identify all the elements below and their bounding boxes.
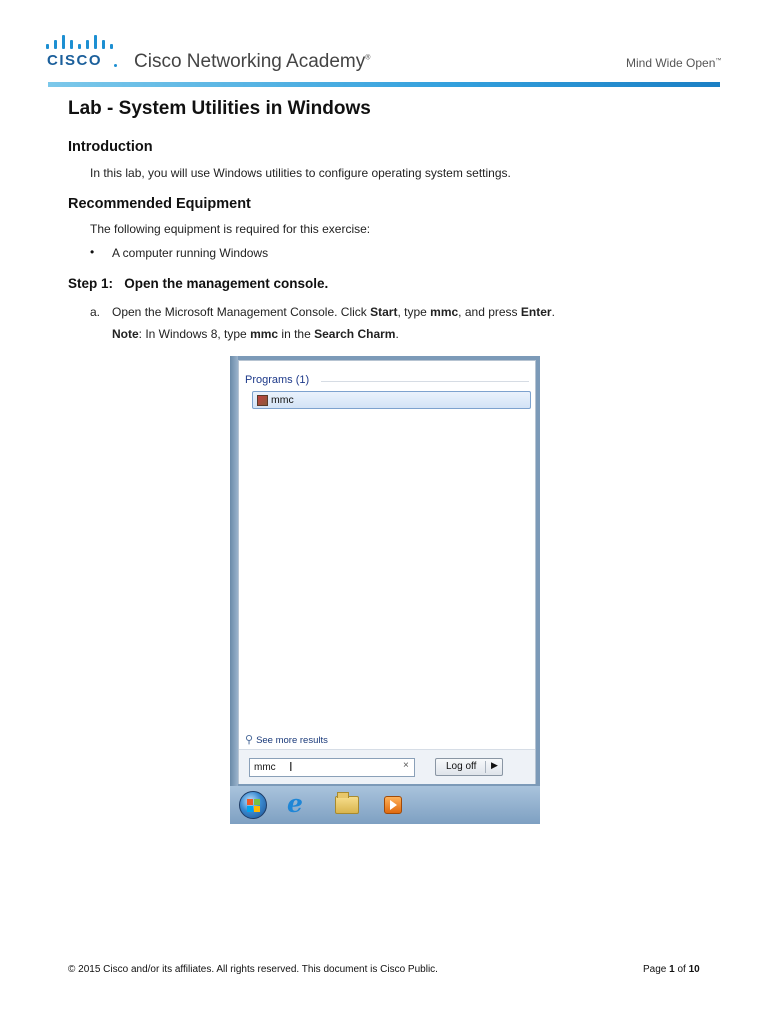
taskbar [230, 786, 540, 824]
program-item-mmc[interactable] [252, 391, 531, 409]
intro-heading: Introduction [68, 139, 153, 155]
equipment-heading: Recommended Equipment [68, 196, 251, 212]
see-more-results-link[interactable]: ⚲ See more results [245, 734, 328, 746]
page-header [0, 0, 768, 90]
program-item-label: mmc [271, 394, 294, 406]
logoff-button[interactable] [435, 758, 503, 776]
media-player-icon[interactable] [384, 796, 402, 814]
step1-note: Note: In Windows 8, type mmc in the Search Charm. [112, 327, 399, 341]
academy-name: Cisco Networking Academy® [134, 51, 371, 72]
footer-copyright: © 2015 Cisco and/or its affiliates. All rights reserved. This document is Cisco Public. [68, 964, 438, 975]
header-rule [48, 82, 720, 87]
cisco-wordmark: CISCO [47, 52, 103, 69]
footer-page-number: Page 1 of 10 [643, 964, 700, 975]
clear-search-button[interactable]: × [403, 760, 409, 771]
step1-a-marker: a. [90, 305, 101, 319]
programs-divider [321, 381, 529, 382]
start-button[interactable] [239, 791, 267, 819]
file-explorer-icon[interactable] [335, 796, 359, 814]
logoff-label: Log off [446, 761, 477, 772]
logoff-separator [485, 761, 486, 773]
tagline: Mind Wide Open™ [626, 56, 722, 70]
programs-header: Programs (1) [245, 374, 310, 386]
mmc-icon [257, 395, 268, 406]
text-cursor-icon: Ι [289, 759, 293, 774]
screenshot-edge [230, 356, 238, 786]
intro-text: In this lab, you will use Windows utilities to configure operating system settings. [90, 166, 511, 180]
internet-explorer-icon[interactable]: e [287, 789, 303, 818]
list-item: A computer running Windows [112, 246, 269, 260]
step1-heading: Step 1: Open the management console. [68, 276, 329, 291]
step1-a-text: Open the Microsoft Management Console. Click Start, type mmc, and press Enter. [112, 305, 555, 319]
start-menu-bottom [239, 749, 535, 784]
start-menu-panel [238, 360, 536, 784]
page-title: Lab - System Utilities in Windows [68, 98, 371, 119]
search-icon: ⚲ [245, 734, 254, 746]
cisco-logo-bars-icon [46, 33, 116, 49]
shutdown-options-arrow-icon[interactable]: ▶ [491, 760, 498, 770]
cisco-dot-icon [114, 64, 117, 67]
start-menu-screenshot [230, 356, 540, 824]
equipment-text: The following equipment is required for this exercise: [90, 222, 371, 236]
search-input[interactable] [249, 758, 415, 777]
bullet-icon: • [90, 245, 95, 259]
